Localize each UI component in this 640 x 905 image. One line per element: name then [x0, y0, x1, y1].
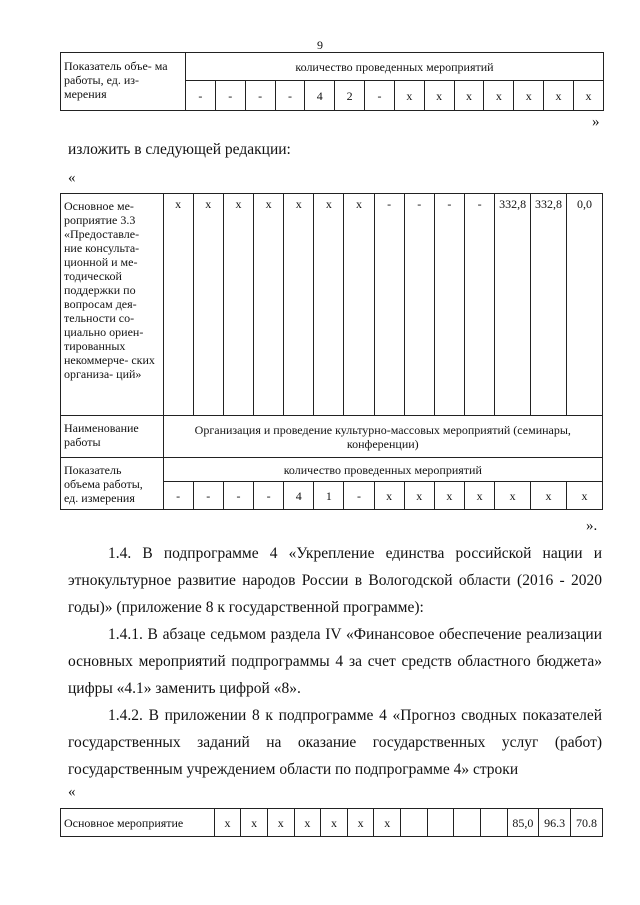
value-cell: x — [465, 482, 495, 510]
value-cell: x — [241, 809, 268, 837]
volume-indicator-label: Показатель объема работы, ед. измерения — [61, 458, 164, 510]
value-cell: 96.3 — [539, 809, 571, 837]
value-cell: x — [223, 194, 253, 416]
value-cell: x — [434, 482, 464, 510]
value-cell: 70.8 — [571, 809, 603, 837]
value-cell: x — [573, 81, 603, 111]
value-cell: x — [284, 194, 314, 416]
value-cell: 332,8 — [531, 194, 567, 416]
value-cell: - — [275, 81, 305, 111]
value-cell — [401, 809, 428, 837]
value-cell: - — [193, 482, 223, 510]
value-cell: - — [245, 81, 275, 111]
value-cell: - — [434, 194, 464, 416]
value-cell: x — [254, 194, 284, 416]
value-cell: x — [347, 809, 374, 837]
volume-indicator-header: количество проведенных мероприятий — [163, 458, 602, 482]
work-name-text: Организация и проведение культурно-массовых мероприятий (семинары, конференции) — [163, 416, 602, 458]
value-cell: - — [374, 194, 404, 416]
close-quote-1: » — [592, 114, 600, 130]
main-activity-label: Основное мероприятие — [61, 809, 215, 837]
value-cell: x — [394, 81, 424, 111]
paragraph-1-4-2: 1.4.2. В приложении 8 к подпрограмме 4 «Прогноз сводных показателей государственных заданий на оказание государственных услуг (работ) государственным учреждением области по подпрограмме 4» строки — [68, 707, 602, 778]
main-activity-label: Основное ме- роприятие 3.3 «Предоставле- ние консульта- ционной и ме- тодической поддержки по вопросам дея- тельности со- циально ориен- тированных некоммерче- ских организа- ций» — [61, 194, 164, 416]
value-cell: - — [215, 81, 245, 111]
value-cell: x — [495, 482, 531, 510]
row-label: Показатель объе- ма работы, ед. из- мерения — [61, 53, 186, 111]
open-quote-1: « — [68, 170, 76, 186]
table-main-activity-3-3 — [60, 193, 603, 510]
value-cell: - — [186, 81, 216, 111]
value-cell: - — [404, 194, 434, 416]
table-main-activity-4 — [60, 808, 603, 837]
value-cell: 332,8 — [495, 194, 531, 416]
value-cell: x — [314, 194, 344, 416]
value-cell: 1 — [314, 482, 344, 510]
value-cell: x — [454, 81, 484, 111]
value-cell: - — [223, 482, 253, 510]
value-cell: x — [374, 482, 404, 510]
value-cell: - — [344, 482, 374, 510]
value-cell: - — [365, 81, 395, 111]
value-cell: x — [484, 81, 514, 111]
value-cell: x — [214, 809, 241, 837]
work-name-label: Наименование работы — [61, 416, 164, 458]
value-cell: x — [544, 81, 574, 111]
value-cell: x — [531, 482, 567, 510]
table-volume-indicator-1 — [60, 52, 604, 111]
value-cell: x — [163, 194, 193, 416]
value-cell — [480, 809, 507, 837]
value-cell: x — [193, 194, 223, 416]
paragraph-1-4-1: 1.4.1. В абзаце седьмом раздела IV «Финансовое обеспечение реализации основных мероприятий подпрограммы 4 за счет средств областного бюджета» цифры «4.1» заменить цифрой «8». — [68, 626, 602, 697]
open-quote-2: « — [68, 784, 76, 800]
value-cell: - — [163, 482, 193, 510]
value-cell — [427, 809, 454, 837]
value-cell: x — [424, 81, 454, 111]
value-cell: 4 — [284, 482, 314, 510]
page-number: 9 — [317, 38, 323, 52]
value-cell — [454, 809, 481, 837]
close-quote-2: ». — [586, 518, 598, 534]
edit-instruction: изложить в следующей редакции: — [68, 141, 291, 158]
value-cell: x — [267, 809, 294, 837]
row-header: количество проведенных мероприятий — [186, 53, 604, 81]
value-cell: - — [465, 194, 495, 416]
value-cell: 2 — [335, 81, 365, 111]
value-cell: 85,0 — [507, 809, 539, 837]
value-cell: x — [294, 809, 321, 837]
value-cell: x — [404, 482, 434, 510]
value-cell: x — [374, 809, 401, 837]
value-cell: x — [321, 809, 348, 837]
value-cell: 0,0 — [566, 194, 602, 416]
paragraph-1-4: 1.4. В подпрограмме 4 «Укрепление единства российской нации и этнокультурное развитие народов России в Вологодской области (2016 - 2020 годы)» (приложение 8 к государственной программе): — [68, 545, 602, 616]
value-cell: x — [566, 482, 602, 510]
value-cell: x — [514, 81, 544, 111]
value-cell: x — [344, 194, 374, 416]
value-cell: 4 — [305, 81, 335, 111]
value-cell: - — [254, 482, 284, 510]
